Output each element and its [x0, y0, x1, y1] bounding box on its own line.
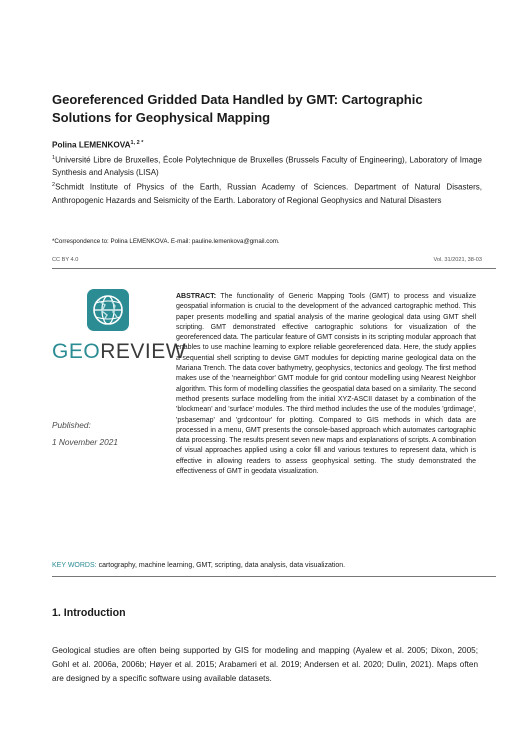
correspondence-note: *Correspondence to: Polina LEMENKOVA. E-mail: pauline.lemenkova@gmail.com.: [52, 238, 280, 245]
affiliation-1: [52, 152, 482, 180]
section-heading-introduction: 1. Introduction: [52, 607, 126, 619]
abstract-paragraph: [176, 292, 476, 477]
published-date: 1 November 2021: [52, 437, 118, 447]
affiliation-1-text: Université Libre de Bruxelles, École Polytechnique de Bruxelles (Brussels Faculty of Engineering), Laboratory of Image Synthesis and Analysis (LISA): [52, 155, 482, 178]
volume-label: Vol. 31/2021, 38-03: [433, 257, 482, 263]
wordmark-geo: GEO: [52, 340, 101, 363]
author-superscripts: 1, 2 *: [130, 140, 144, 146]
wordmark-review: REVIEW: [100, 340, 187, 363]
abstract-label: ABSTRACT:: [176, 293, 217, 300]
divider-keywords: [52, 576, 496, 577]
author-line: [52, 137, 482, 152]
globe-logo-icon: [87, 289, 129, 331]
affiliation-2-text: Schmidt Institute of Physics of the Earth, Russian Academy of Sciences. Department of Natural Disasters, Anthropogenic Hazards and Seismicity of the Earth. Laboratory of Regional Geophysics and Natural Disasters: [52, 182, 482, 205]
author-block: [52, 137, 482, 207]
affiliation-2: [52, 179, 482, 207]
keywords-line: [52, 561, 496, 571]
affiliation-2-marker: 2: [52, 182, 56, 189]
keywords-label: KEY WORDS:: [52, 562, 97, 569]
published-label: Published:: [52, 420, 91, 430]
journal-logo: [52, 289, 187, 364]
introduction-paragraph: Geological studies are often being supported by GIS for modeling and mapping (Ayalew et al. 2005; Dixon, 2005; Gohl et al. 2006a, 2006b; Høyer et al. 2015; Arabameri et al. 2019; Andersen et al. 2020; Dulin, 2021). Maps often are designed by a specific software using available datasets.: [52, 646, 478, 683]
paper-title: Georeferenced Gridded Data Handled by GMT: Cartographic Solutions for Geophysical Mapping: [52, 92, 423, 125]
abstract-text: The functionality of Generic Mapping Tools (GMT) to process and visualize geospatial information is crucial to the development of the advanced cartographic method. This paper presents modelling and spatial analysis of the marine geological data using GMT shell scripting. GMT demonstrated effective cartographic solutions for visualization of the georeferenced data. The particular feature of GMT consists in its scripting modular approach that enables to use machine learning to explore reliable georeferenced data. Here, the study applies a sequential shell scripting to devise GMT modules for depicting marine geological data on the Mariana Trench. The data cover bathymetry, geophysics, tectonics and geology. The first method makes use of the 'nearneighbor' GMT module for grid contour modelling using Nearest Neighbor algorithm. This form of modelling classifies the geospatial data based on a similarity. The second method presents surface modelling from the initial XYZ-ASCII dataset by a combination of the 'blockmean' and 'surface' modules. The third method includes the use of the modules 'grdimage', 'psbasemap' and 'grdcontour' for plotting. Compared to GIS methods in which data are processed in a menu, GMT presents the console-based approach which automates cartographic data processing. The results present seven new maps and explanations of scripts. A combination of visual approaches applied using a color fill and various textures to represent data, which is effective in allowing readers to assess geophysical setting. The study demonstrated the effectiveness of GMT in geodata visualization.: [176, 293, 476, 476]
author-name: Polina LEMENKOVA: [52, 140, 131, 150]
license-label: CC BY 4.0: [52, 257, 79, 263]
journal-wordmark: [52, 340, 187, 364]
keywords-text: cartography, machine learning, GMT, scripting, data analysis, data visualization.: [98, 562, 346, 569]
affiliation-1-marker: 1: [52, 154, 56, 161]
divider-top: [52, 268, 496, 269]
